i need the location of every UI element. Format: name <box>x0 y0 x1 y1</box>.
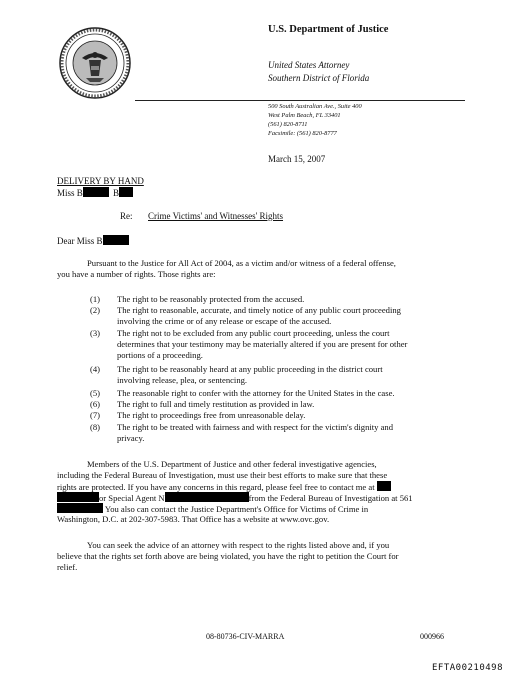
members-line-5-text: You also can contact the Justice Department's Office for Victims of Crime in <box>104 504 369 514</box>
header-rule <box>135 100 465 101</box>
redaction-block <box>165 492 249 502</box>
right-item: The right to be reasonably heard at any public proceeding in the district court <box>117 364 383 374</box>
department-name: U.S. Department of Justice <box>268 24 389 35</box>
right-number: (5) <box>90 388 101 398</box>
redaction-block <box>83 187 109 197</box>
members-line-6: Washington, D.C. at 202-307-5983. That Office has a website at www.ovc.gov. <box>57 514 330 524</box>
right-item: The right not to be excluded from any public court proceeding, unless the court <box>117 328 390 338</box>
right-item: involving release, plea, or sentencing. <box>117 375 248 385</box>
intro-line-1: Pursuant to the Justice for All Act of 2004, as a victim and/or witness of a federal offense, <box>87 258 396 268</box>
right-item: privacy. <box>117 433 145 443</box>
right-item: The right to be reasonably protected from the accused. <box>117 294 305 304</box>
advice-line-2: believe that the rights set forth above are being violated, you have the right to petition the Court for <box>57 551 399 561</box>
right-number: (7) <box>90 410 101 420</box>
office-line-2: Southern District of Florida <box>268 73 370 83</box>
page-number: 000966 <box>420 632 444 641</box>
right-item: The reasonable right to confer with the attorney for the United States in the case. <box>117 388 395 398</box>
office-line-1: United States Attorney <box>268 60 350 70</box>
recipient-initial: B <box>113 188 120 198</box>
advice-line-1: You can seek the advice of an attorney with respect to the rights listed above and, if you <box>87 540 390 550</box>
recipient-line <box>57 187 133 198</box>
members-line-4-text-b: from the Federal Bureau of Investigation at 561 <box>248 493 413 503</box>
right-item: The right to proceedings free from unreasonable delay. <box>117 410 306 420</box>
members-line-3 <box>57 481 391 493</box>
address-line-1: 500 South Australian Ave., Suite 400 <box>268 103 362 110</box>
right-number: (2) <box>90 305 101 315</box>
re-label: Re: <box>120 211 133 221</box>
salutation-text: Dear Miss B <box>57 236 103 246</box>
right-item: The right to full and timely restitution as provided in law. <box>117 399 315 409</box>
redaction-block <box>103 235 129 245</box>
right-number: (4) <box>90 364 101 374</box>
right-number: (6) <box>90 399 101 409</box>
recipient-prefix: Miss B <box>57 188 83 198</box>
members-line-3-text: rights are protected. If you have any concerns in this regard, please feel free to contact me at <box>57 482 375 492</box>
right-item: involving the crime or of any release or escape of the accused. <box>117 316 332 326</box>
case-number: 08-80736-CIV-MARRA <box>206 632 285 641</box>
delivery-method: DELIVERY BY HAND <box>57 176 144 186</box>
members-line-1: Members of the U.S. Department of Justice and other federal investigative agencies, <box>87 459 377 469</box>
members-line-2: including the Federal Bureau of Investigation, must use their best efforts to make sure that these <box>57 470 388 480</box>
right-number: (1) <box>90 294 101 304</box>
right-item: determines that your testimony may be materially altered if you are present for other <box>117 339 408 349</box>
letter-date: March 15, 2007 <box>268 154 326 164</box>
salutation <box>57 235 129 246</box>
right-item: The right to be treated with fairness and with respect for the victim's dignity and <box>117 422 393 432</box>
address-line-3: (561) 820-8711 <box>268 121 308 128</box>
address-line-4: Facsimile: (561) 820-8777 <box>268 130 337 137</box>
advice-line-3: relief. <box>57 562 78 572</box>
members-line-4 <box>57 492 413 504</box>
right-item: portions of a proceeding. <box>117 350 203 360</box>
redaction-block <box>119 187 133 197</box>
right-item: The right to reasonable, accurate, and timely notice of any public court proceeding <box>117 305 401 315</box>
redaction-block <box>57 503 103 513</box>
intro-line-2: you have a number of rights. Those rights are: <box>57 269 216 279</box>
redaction-block <box>377 481 391 491</box>
members-line-5 <box>57 503 368 515</box>
members-line-4-text-a: or Special Agent N <box>99 493 165 503</box>
right-number: (3) <box>90 328 101 338</box>
bates-stamp: EFTA00210498 <box>432 663 504 673</box>
redaction-block <box>57 492 99 502</box>
right-number: (8) <box>90 422 101 432</box>
re-subject: Crime Victims' and Witnesses' Rights <box>148 211 284 221</box>
address-line-2: West Palm Beach, FL 33401 <box>268 112 341 119</box>
doj-seal-icon <box>58 26 132 100</box>
